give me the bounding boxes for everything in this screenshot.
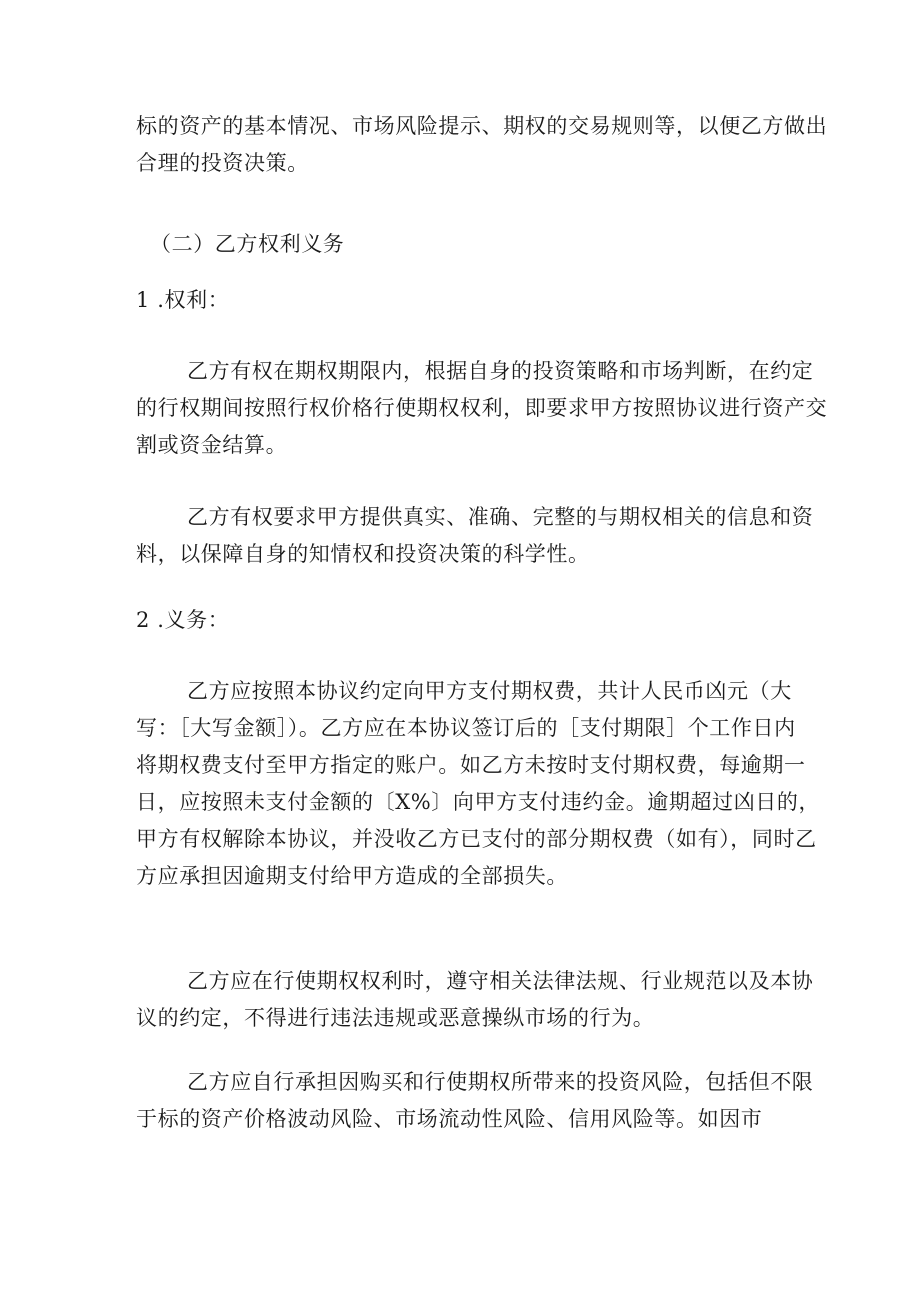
paragraph-line: 的行权期间按照行权价格行使期权权利，即要求甲方按照协议进行资产交 xyxy=(136,396,828,420)
section-title-text: （二）乙方权利义务 xyxy=(150,232,345,256)
paragraph-line: 乙方有权要求甲方提供真实、准确、完整的与期权相关的信息和资 xyxy=(187,505,814,529)
paragraph-line: 乙方有权在期权期限内，根据自身的投资策略和市场判断，在约定 xyxy=(187,359,814,383)
paragraph-line: 于标的资产价格波动风险、市场流动性风险、信用风险等。如因市 xyxy=(136,1107,763,1131)
obligations-heading-text: 2 .义务： xyxy=(136,608,230,632)
section-title xyxy=(136,226,786,263)
obligations-paragraph-1 xyxy=(136,673,821,895)
rights-heading xyxy=(136,282,786,319)
intro-paragraph xyxy=(136,108,828,182)
paragraph-line: 料，以保障自身的知情权和投资决策的科学性。 xyxy=(136,542,590,566)
paragraph-line: 甲方有权解除本协议，并没收乙方已支付的部分期权费（如有），同时乙 xyxy=(136,827,817,851)
intro-line-1: 标的资产的基本情况、市场风险提示、期权的交易规则等，以便乙方做出 xyxy=(136,114,828,138)
paragraph-line: 方应承担因逾期支付给甲方造成的全部损失。 xyxy=(136,864,568,888)
rights-paragraph-1 xyxy=(136,353,828,464)
obligations-paragraph-2 xyxy=(136,963,814,1037)
paragraph-line: 乙方应自行承担因购买和行使期权所带来的投资风险，包括但不限 xyxy=(187,1070,814,1094)
rights-heading-text: 1 .权利： xyxy=(136,288,230,312)
paragraph-line: 将期权费支付至甲方指定的账户。如乙方未按时支付期权费，每逾期一 xyxy=(136,753,806,777)
paragraph-line: 割或资金结算。 xyxy=(136,433,288,457)
obligations-heading xyxy=(136,602,786,639)
intro-line-2: 合理的投资决策。 xyxy=(136,151,309,175)
paragraph-line: 写：［大写金额］）。乙方应在本协议签订后的［支付期限］个工作日内 xyxy=(136,716,796,740)
paragraph-line: 乙方应在行使期权权利时，遵守相关法律法规、行业规范以及本协 xyxy=(187,969,814,993)
rights-paragraph-2 xyxy=(136,499,814,573)
paragraph-line: 日，应按照未支付金额的〔X%〕向甲方支付违约金。逾期超过凶日的， xyxy=(136,790,821,814)
paragraph-line: 乙方应按照本协议约定向甲方支付期权费，共计人民币凶元（大 xyxy=(187,679,792,703)
obligations-paragraph-3 xyxy=(136,1064,814,1138)
paragraph-line: 议的约定，不得进行违法违规或恶意操纵市场的行为。 xyxy=(136,1006,655,1030)
